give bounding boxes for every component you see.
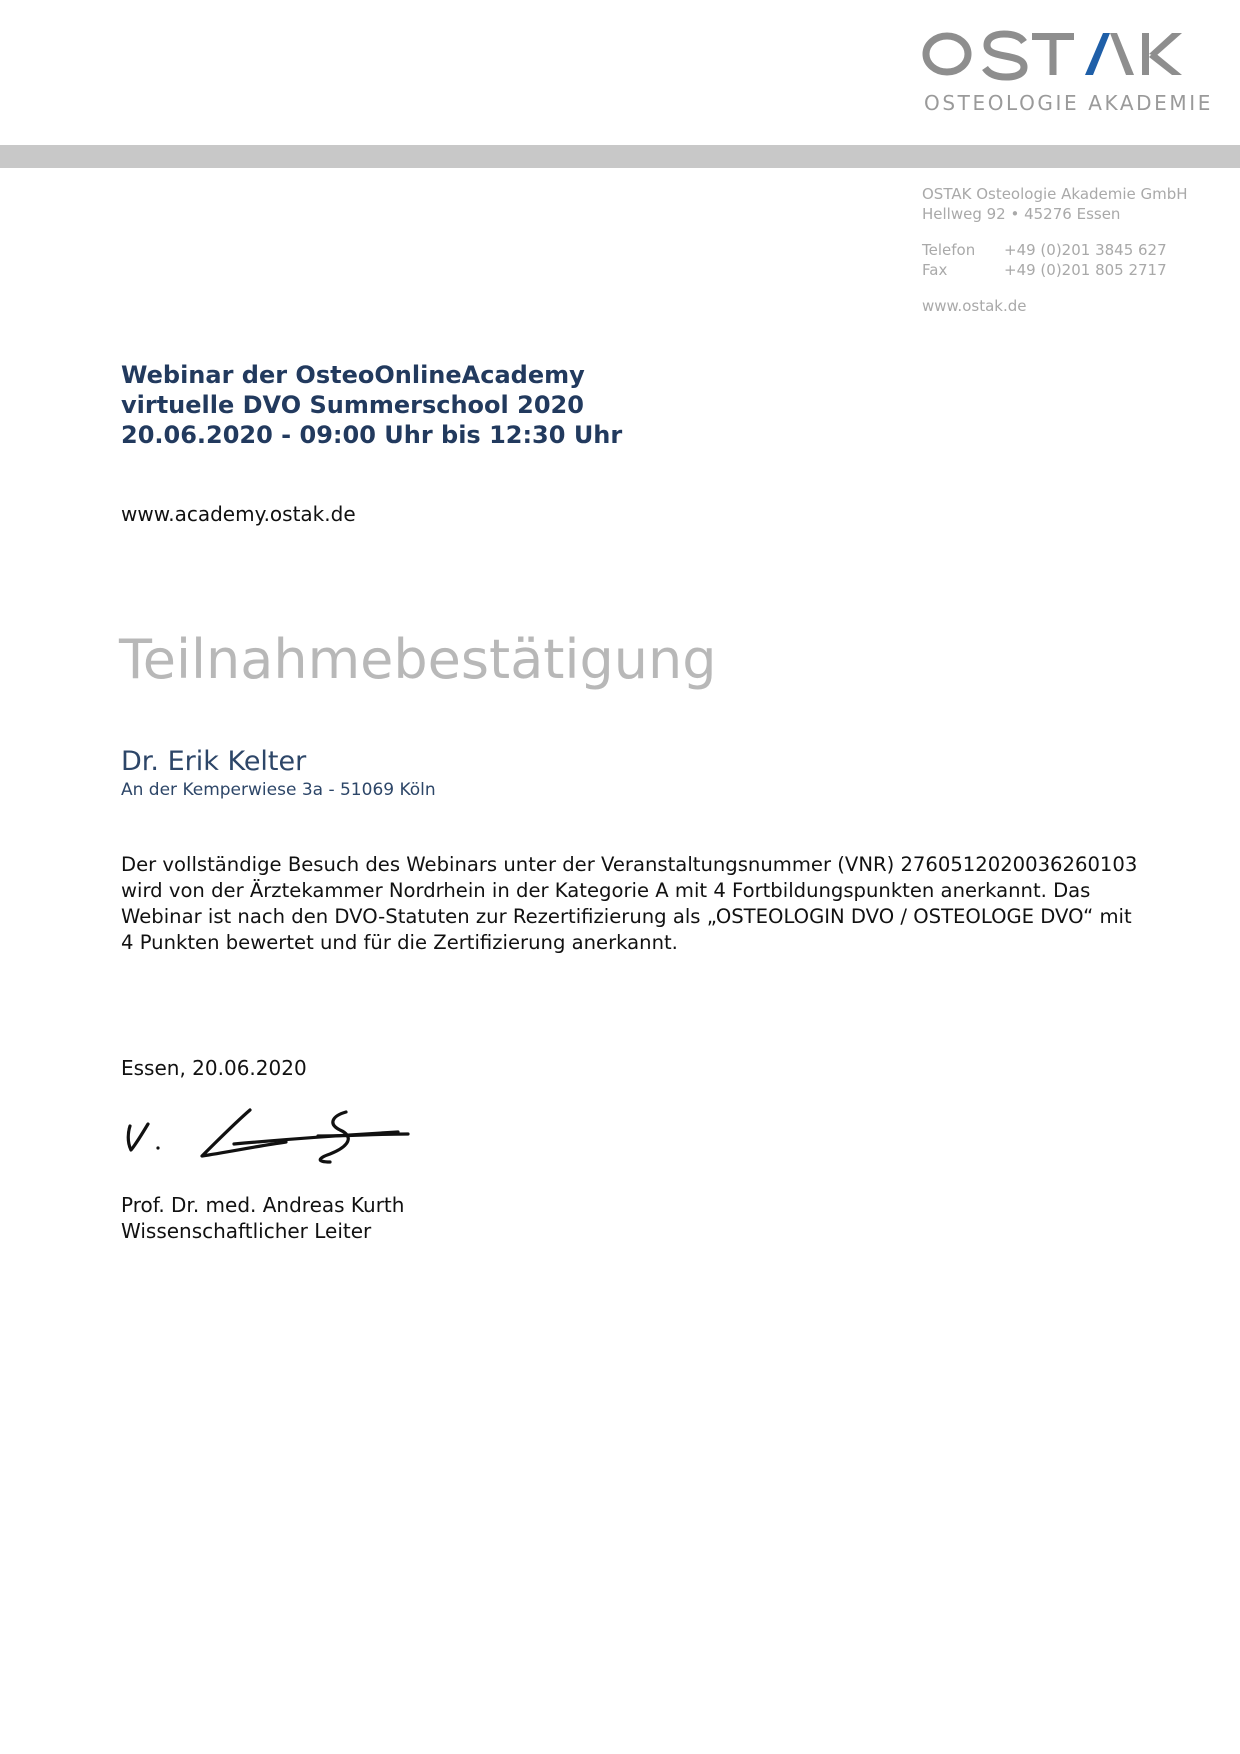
phone-row [922,240,1188,260]
event-title-line-2: virtuelle DVO Summerschool 2020 [121,391,584,419]
header-band [0,145,1240,168]
company-name: OSTAK Osteologie Akademie GmbH [922,185,1188,203]
recipient-address: An der Kemperwiese 3a - 51069 Köln [121,780,436,800]
fax-label: Fax [922,261,948,279]
event-title [121,360,622,450]
place-date: Essen, 20.06.2020 [121,1056,307,1080]
ostak-logo [920,28,1213,123]
phone-label: Telefon [922,241,976,259]
fax-number: +49 (0)201 805 2717 [1004,261,1167,279]
event-title-line-1: Webinar der OsteoOnlineAcademy [121,361,585,389]
body-line-2: wird von der Ärztekammer Nordrhein in der Kategorie A mit 4 Fortbildungspunkten anerkannt. Das [121,879,1091,902]
academy-url: www.academy.ostak.de [121,502,356,526]
document-title: Teilnahmebestätigung [119,628,717,691]
phone-number: +49 (0)201 3845 627 [1004,241,1167,259]
logo-subtitle: OSTEOLOGIE AKADEMIE [924,91,1213,115]
event-title-line-3: 20.06.2020 - 09:00 Uhr bis 12:30 Uhr [121,421,623,449]
body-line-4: 4 Punkten bewertet und für die Zertifizierung anerkannt. [121,931,678,954]
signer-name: Prof. Dr. med. Andreas Kurth [121,1193,405,1217]
company-contact-block [922,184,1188,316]
company-website: www.ostak.de [922,297,1027,315]
confirmation-text [121,852,1161,956]
signer-role: Wissenschaftlicher Leiter [121,1219,372,1243]
body-line-3: Webinar ist nach den DVO-Statuten zur Rezertifizierung als „OSTEOLOGIN DVO / OSTEOLOGE DVO“ mit [121,905,1132,928]
ostak-wordmark [920,28,1200,88]
fax-row [922,260,1188,280]
signer-block [121,1192,404,1244]
recipient-name: Dr. Erik Kelter [121,746,307,777]
handwritten-signature-icon [118,1102,418,1172]
signature-image [118,1102,418,1172]
company-street: Hellweg 92 • 45276 Essen [922,205,1121,223]
body-line-1: Der vollständige Besuch des Webinars unter der Veranstaltungsnummer (VNR) 2760512020036260103 [121,853,1138,876]
